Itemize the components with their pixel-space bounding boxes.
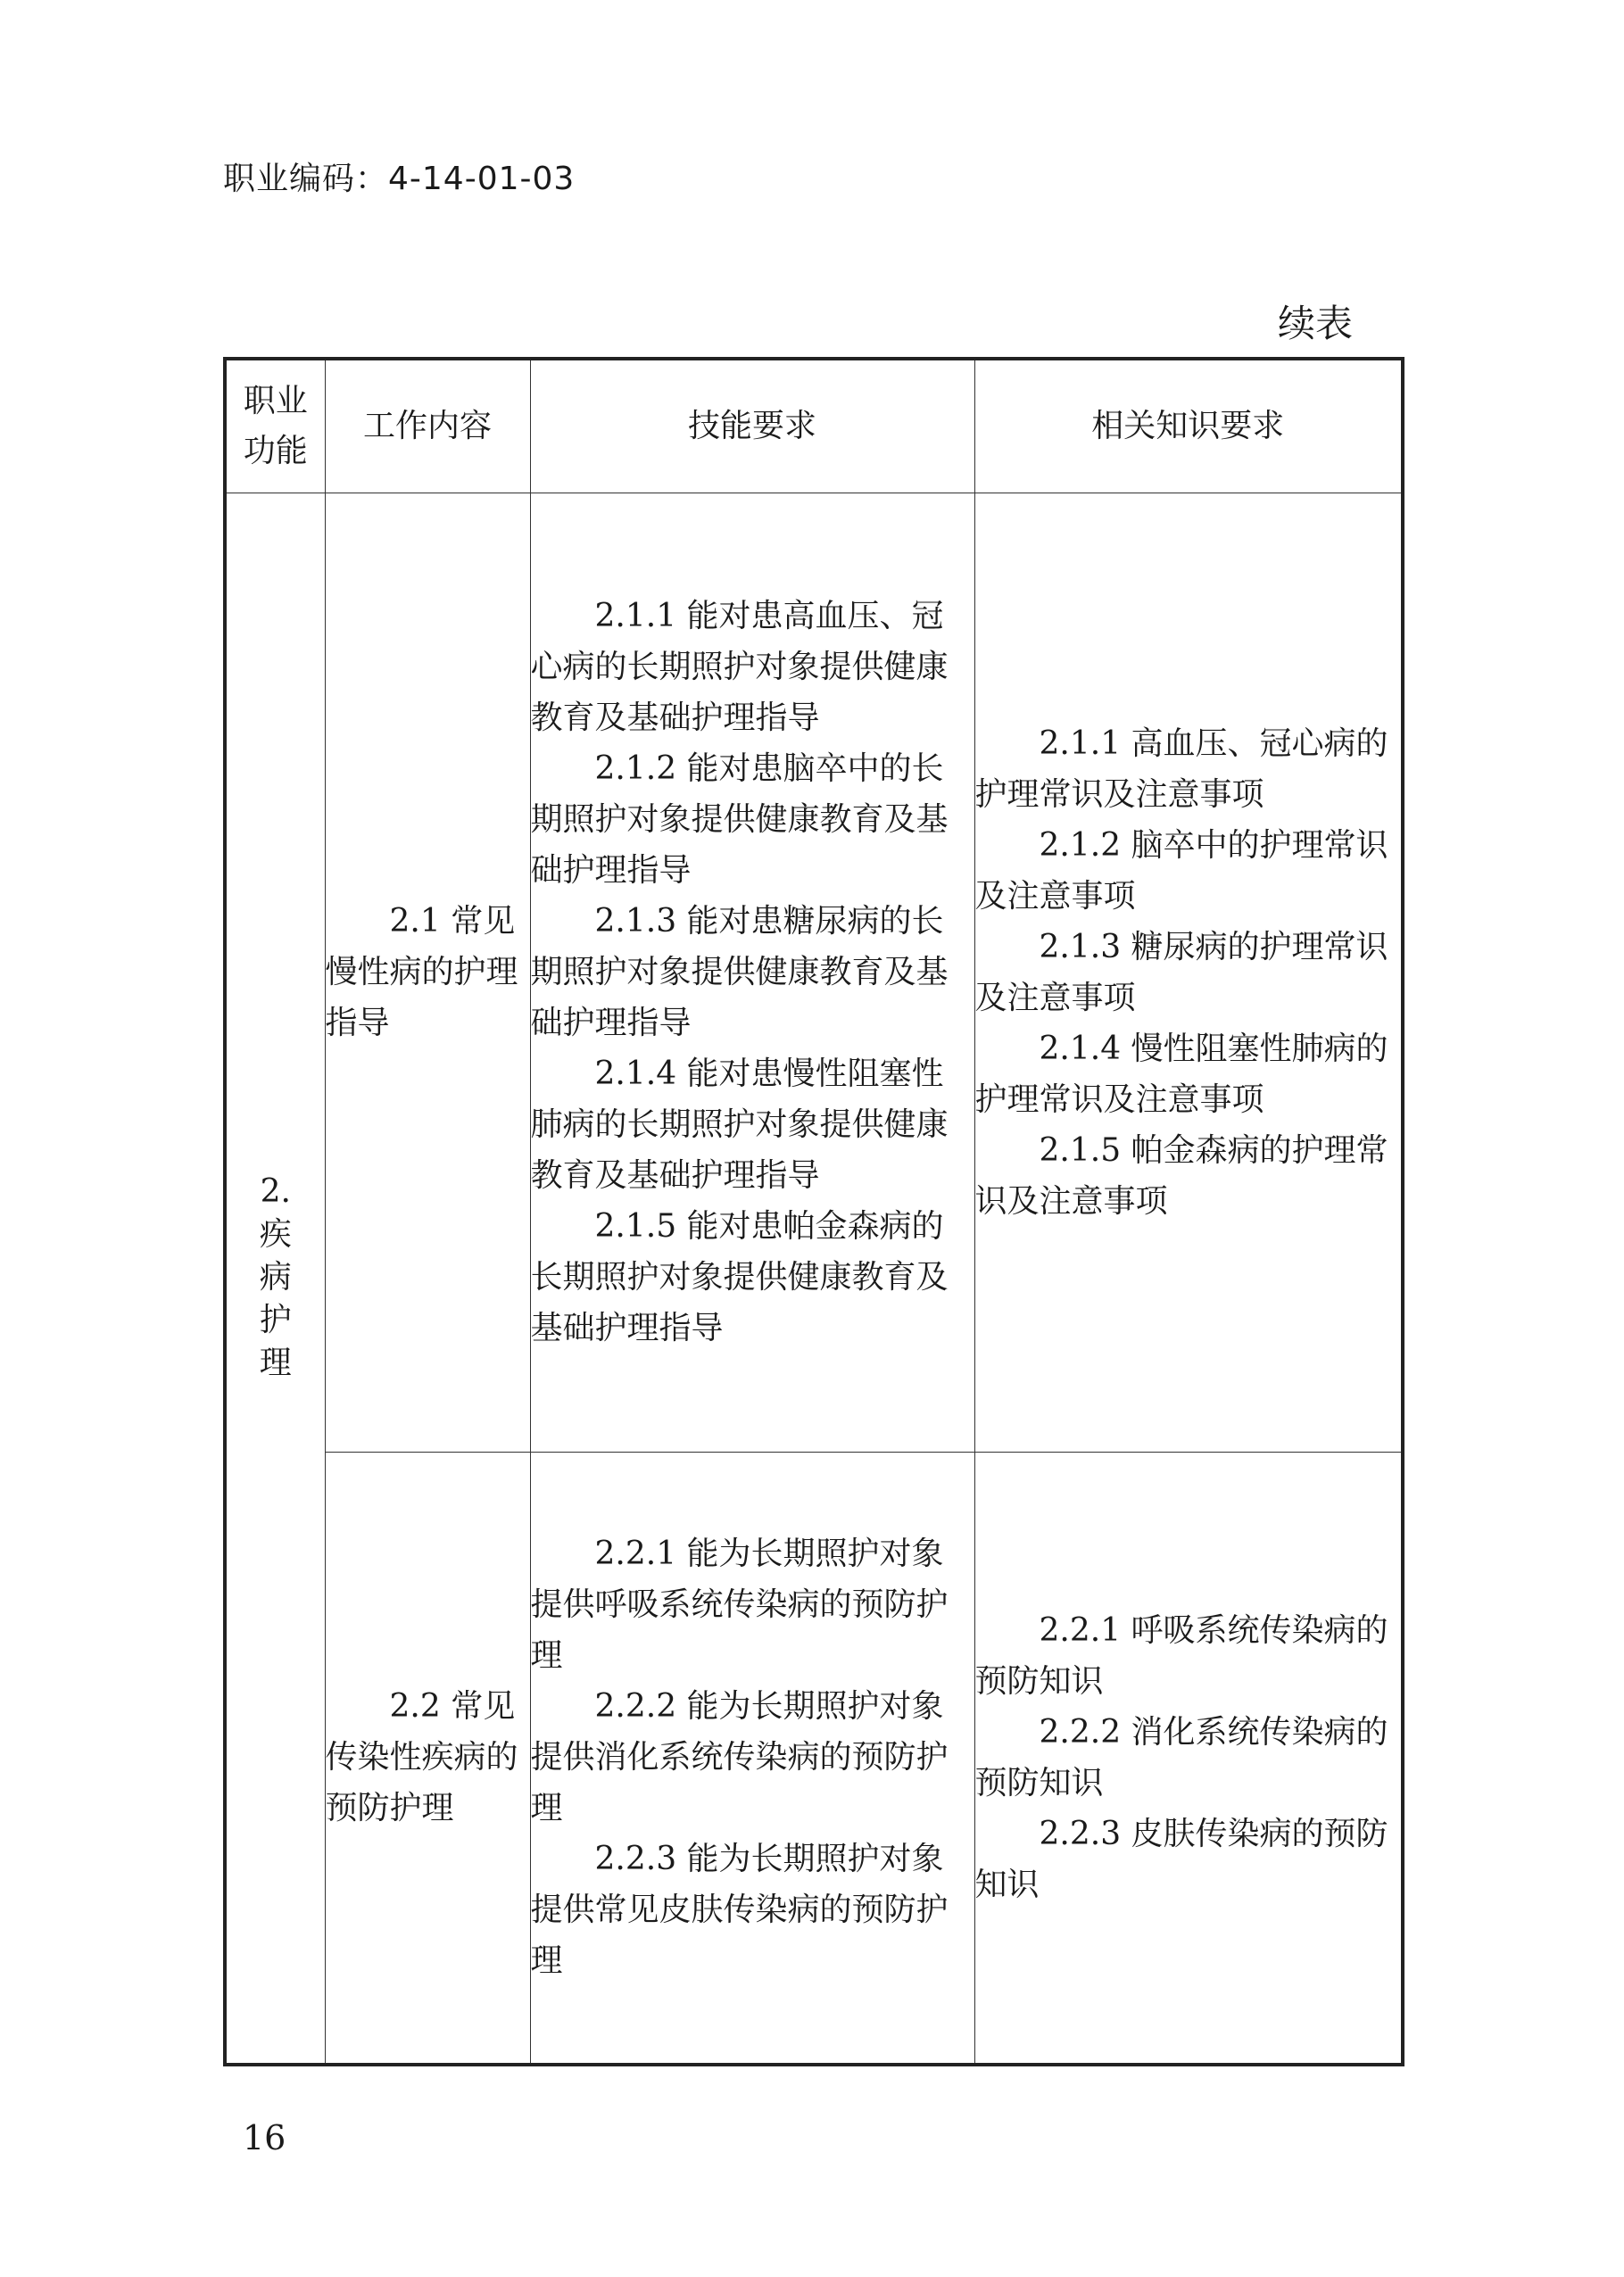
header-knowledge-requirements: 相关知识要求 [974,359,1403,493]
knowledge-item: 2.1.5 帕金森病的护理常识及注意事项 [974,1131,1388,1220]
skill-item: 2.1.3 能对患糖尿病的长期照护对象提供健康教育及基础护理指导 [530,903,949,1041]
skill-item: 2.1.4 能对患慢性阻塞性肺病的长期照护对象提供健康教育及基础护理指导 [530,1056,949,1194]
function-char: 病 [259,1259,292,1296]
knowledge-item: 2.2.2 消化系统传染病的预防知识 [974,1713,1388,1801]
skill-item: 2.2.1 能为长期照护对象提供呼吸系统传染病的预防护理 [530,1536,949,1675]
work-content-cell [325,1452,530,2065]
table-row [225,1452,1403,2065]
skill-item: 2.2.3 能为长期照护对象提供常见皮肤传染病的预防护理 [530,1841,949,1980]
continued-table-label: 续表 [1278,302,1354,345]
skill-requirements-cell [530,493,974,1452]
table-header-row [225,359,1403,493]
skill-item: 2.1.5 能对患帕金森病的长期照护对象提供健康教育及基础护理指导 [530,1208,949,1346]
knowledge-item: 2.1.2 脑卒中的护理常识及注意事项 [974,826,1388,915]
header-skill-requirements: 技能要求 [530,359,974,493]
knowledge-item: 2.1.4 慢性阻塞性肺病的护理常识及注意事项 [974,1030,1388,1118]
function-char: 护 [259,1302,292,1339]
function-cell [225,493,325,2065]
knowledge-item: 2.2.1 呼吸系统传染病的预防知识 [974,1611,1388,1700]
page-number: 16 [243,2118,286,2157]
header-function: 职业功能 [225,359,325,493]
function-char: 理 [259,1345,292,1382]
skill-item: 2.1.1 能对患高血压、冠心病的长期照护对象提供健康教育及基础护理指导 [530,598,949,736]
work-content-text: 2.2 常见传染性疾病的预防护理 [325,1688,518,1827]
knowledge-item: 2.1.3 糖尿病的护理常识及注意事项 [974,928,1388,1016]
knowledge-requirements-cell [974,493,1403,1452]
header-work-content: 工作内容 [325,359,530,493]
function-number: 2. [260,1173,291,1211]
work-content-text: 2.1 常见慢性病的护理指导 [325,903,518,1041]
table-row [225,493,1403,1452]
knowledge-item: 2.1.1 高血压、冠心病的护理常识及注意事项 [974,724,1388,813]
requirements-table [223,357,1404,2066]
knowledge-requirements-cell [974,1452,1403,2065]
skill-item: 2.1.2 能对患脑卒中的长期照护对象提供健康教育及基础护理指导 [530,750,949,889]
work-content-cell [325,493,530,1452]
skill-requirements-cell [530,1452,974,2065]
knowledge-item: 2.2.3 皮肤传染病的预防知识 [974,1815,1388,1903]
occupation-code: 职业编码：4-14-01-03 [223,161,576,197]
skill-item: 2.2.2 能为长期照护对象提供消化系统传染病的预防护理 [530,1688,949,1827]
function-char: 疾 [259,1216,292,1254]
